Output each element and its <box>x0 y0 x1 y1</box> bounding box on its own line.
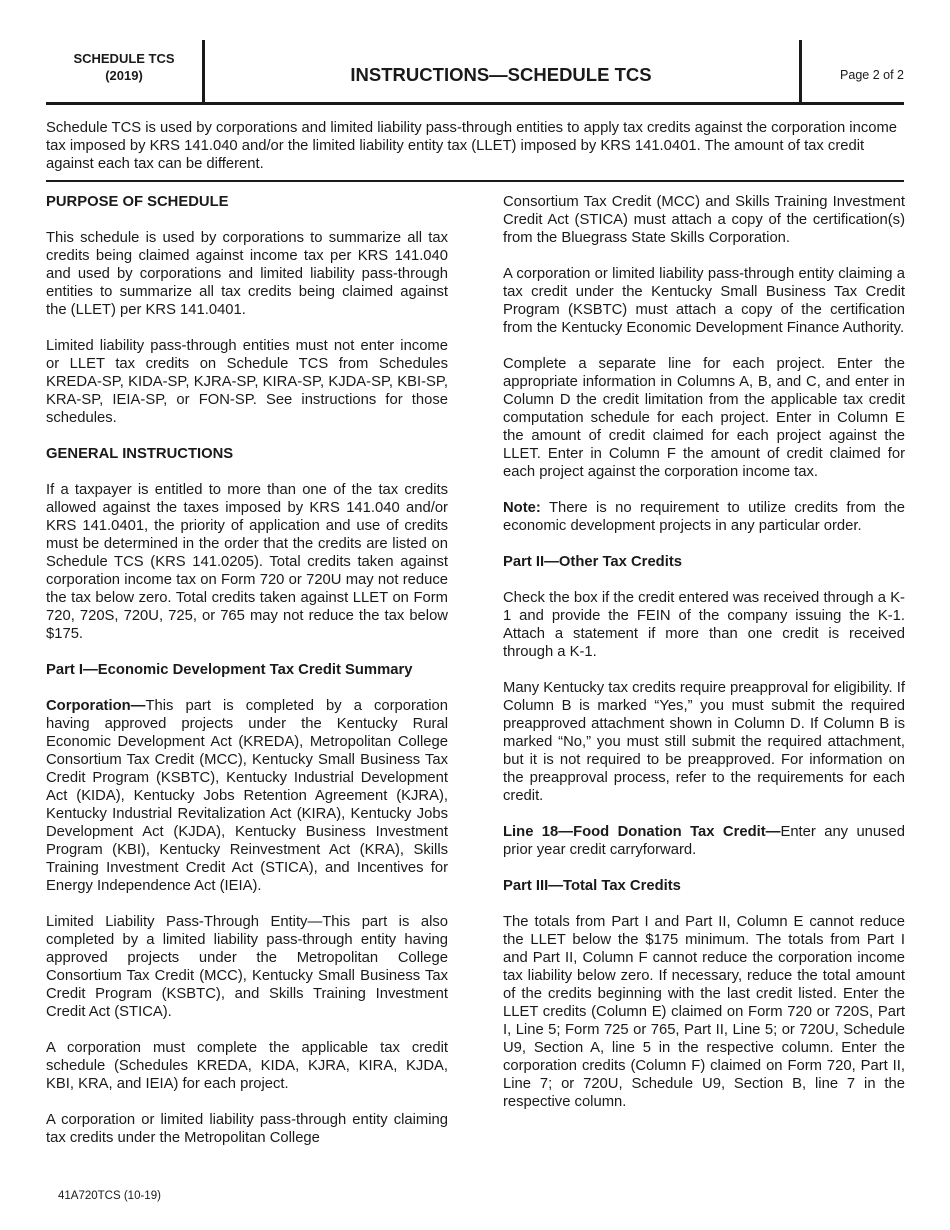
page-number: Page 2 of 2 <box>840 68 904 82</box>
corporation-label: Corporation— <box>46 698 146 714</box>
form-name: SCHEDULE TCS <box>73 51 175 66</box>
page-title: INSTRUCTIONS—SCHEDULE TCS <box>350 64 652 85</box>
purpose-heading: PURPOSE OF SCHEDULE <box>46 194 229 210</box>
header-divider-right <box>799 40 802 102</box>
corporation-text: This part is completed by a corporation having approved projects under the Kentucky Rural Economic Development Act (KREDA), Metropolitan College Consortium Tax Credit (MCC), Kentucky Small Business Tax Credit Program (KSBTC), Kentucky Industrial Development Act (KIDA), Kentucky Jobs Retention Agreement (KJRA), Kentucky Industrial Revitalization Act (KIRA), Kentucky Jobs Development Act (KJDA), Kentucky Business Investment Program (KBI), Kentucky Reinvestment Act (KRA), Skills Training Investment Credit Act (STICA), and Incentives for Energy Independence Act (IEIA). <box>46 698 448 894</box>
llpte-paragraph: Limited Liability Pass-Through Entity—This part is also completed by a limited liability pass-through entity having approved projects under the Metropolitan College Consortium Tax Credit (MCC), Kentucky Small Business Tax Credit Program (KSBTC), and Skills Training Investment Credit Act (STICA). <box>46 914 448 1020</box>
separate-line-paragraph: Complete a separate line for each project. Enter the appropriate information in Columns A, B, and C, and enter in Column D the credit limitation from the applicable tax credit computation schedule for each project. Enter in Column E the amount of credit claimed for each project against the LLET. Enter in Column F the amount of credit claimed for each project against the corporation income tax. <box>503 356 905 480</box>
preapproval-paragraph: Many Kentucky tax credits require preapproval for eligibility. If Column B is marked “Yes,” you must submit the required preapproved attachment shown in Column D. If Column B is marked “No,” you must still submit the required attachment, but it is not required to be preapproved. For information on the preapproval process, refer to the requirements for each credit. <box>503 680 905 804</box>
note-text: There is no requirement to utilize credits from the economic development projects in any particular order. <box>503 500 905 534</box>
form-year: (2019) <box>105 68 143 83</box>
form-footer-code: 41A720TCS (10-19) <box>58 1190 161 1202</box>
general-heading: GENERAL INSTRUCTIONS <box>46 446 234 462</box>
intro-paragraph: Schedule TCS is used by corporations and limited liability pass-through entities to apply tax credits against the corporation income tax imposed by KRS 141.040 and/or the limited liability entity tax (LLET) imposed by KRS 141.0401. The amount of tax credit against each tax can be different. <box>46 120 898 172</box>
purpose-paragraph-1: This schedule is used by corporations to summarize all tax credits being claimed against income tax per KRS 141.040 and used by corporations and limited liability pass-through entities to summarize all tax credits being claimed against the (LLET) per KRS 141.0401. <box>46 230 448 318</box>
general-paragraph: If a taxpayer is entitled to more than one of the tax credits allowed against the taxes imposed by KRS 141.040 and/or KRS 141.0401, the priority of application and use of credits must be determined in the order that the credits are listed on Schedule TCS (KRS 141.0205). Total credits taken against corporation income tax on Form 720 or 720U may not reduce the tax below zero. Total credits taken against LLET on Form 720, 720S, 720U, 725, or 765 may not reduce the tax below $175. <box>46 482 448 642</box>
left-column <box>46 193 448 1165</box>
part3-heading: Part III—Total Tax Credits <box>503 878 681 894</box>
line18-text: Enter any unused prior year credit carryforward. <box>503 824 906 858</box>
corporation-paragraph <box>46 697 448 895</box>
line18-paragraph <box>503 823 905 859</box>
section-divider <box>46 180 904 182</box>
part1-heading: Part I—Economic Development Tax Credit Summary <box>46 662 413 678</box>
mcc-paragraph-start: A corporation or limited liability pass-through entity claiming tax credits under the Metropolitan College <box>46 1112 448 1146</box>
mcc-paragraph-end: Consortium Tax Credit (MCC) and Skills Training Investment Credit Act (STICA) must attach a copy of the certification(s) from the Bluegrass State Skills Corporation. <box>503 194 905 246</box>
part2-heading: Part II—Other Tax Credits <box>503 554 682 570</box>
note-paragraph <box>503 499 905 535</box>
purpose-paragraph-2: Limited liability pass-through entities must not enter income or LLET tax credits on Schedule TCS from Schedules KREDA-SP, KIDA-SP, KJRA-SP, KIRA-SP, KJDA-SP, KBI-SP, KRA-SP, IEIA-SP, or FON-SP. See instructions for those schedules. <box>46 338 448 426</box>
right-column <box>503 193 905 1129</box>
page-header <box>46 40 904 105</box>
ksbtc-paragraph: A corporation or limited liability pass-through entity claiming a tax credit under the Kentucky Small Business Tax Credit Program (KSBTC) must attach a copy of the certification from the Kentucky Economic Development Finance Authority. <box>503 266 905 336</box>
note-label: Note: <box>503 500 541 516</box>
k1-paragraph: Check the box if the credit entered was received through a K-1 and provide the FEIN of the company issuing the K-1. Attach a statement if more than one credit is received through a K-1. <box>503 590 905 660</box>
totals-paragraph: The totals from Part I and Part II, Column E cannot reduce the LLET below the $175 minimum. The totals from Part I and Part II, Column F cannot reduce the corporation income tax liability below zero. If necessary, reduce the total amount of the credits beginning with the last credit listed. Enter the LLET credits (Column E) claimed on Form 720 or 720S, Part I, Line 5; Form 725 or 765, Part II, Line 5; or 720U, Schedule U9, Section A, line 5 in the respective column. Enter the corporation credits (Column F) claimed on Form 720, Part II, Line 7; or 720U, Schedule U9, Section B, line 7 in the respective column. <box>503 914 905 1110</box>
line18-label: Line 18—Food Donation Tax Credit— <box>503 824 781 840</box>
form-id <box>46 50 202 84</box>
corporation-must-paragraph: A corporation must complete the applicable tax credit schedule (Schedules KREDA, KIDA, KJRA, KIRA, KJDA, KBI, KRA, and IEIA) for each project. <box>46 1040 448 1092</box>
